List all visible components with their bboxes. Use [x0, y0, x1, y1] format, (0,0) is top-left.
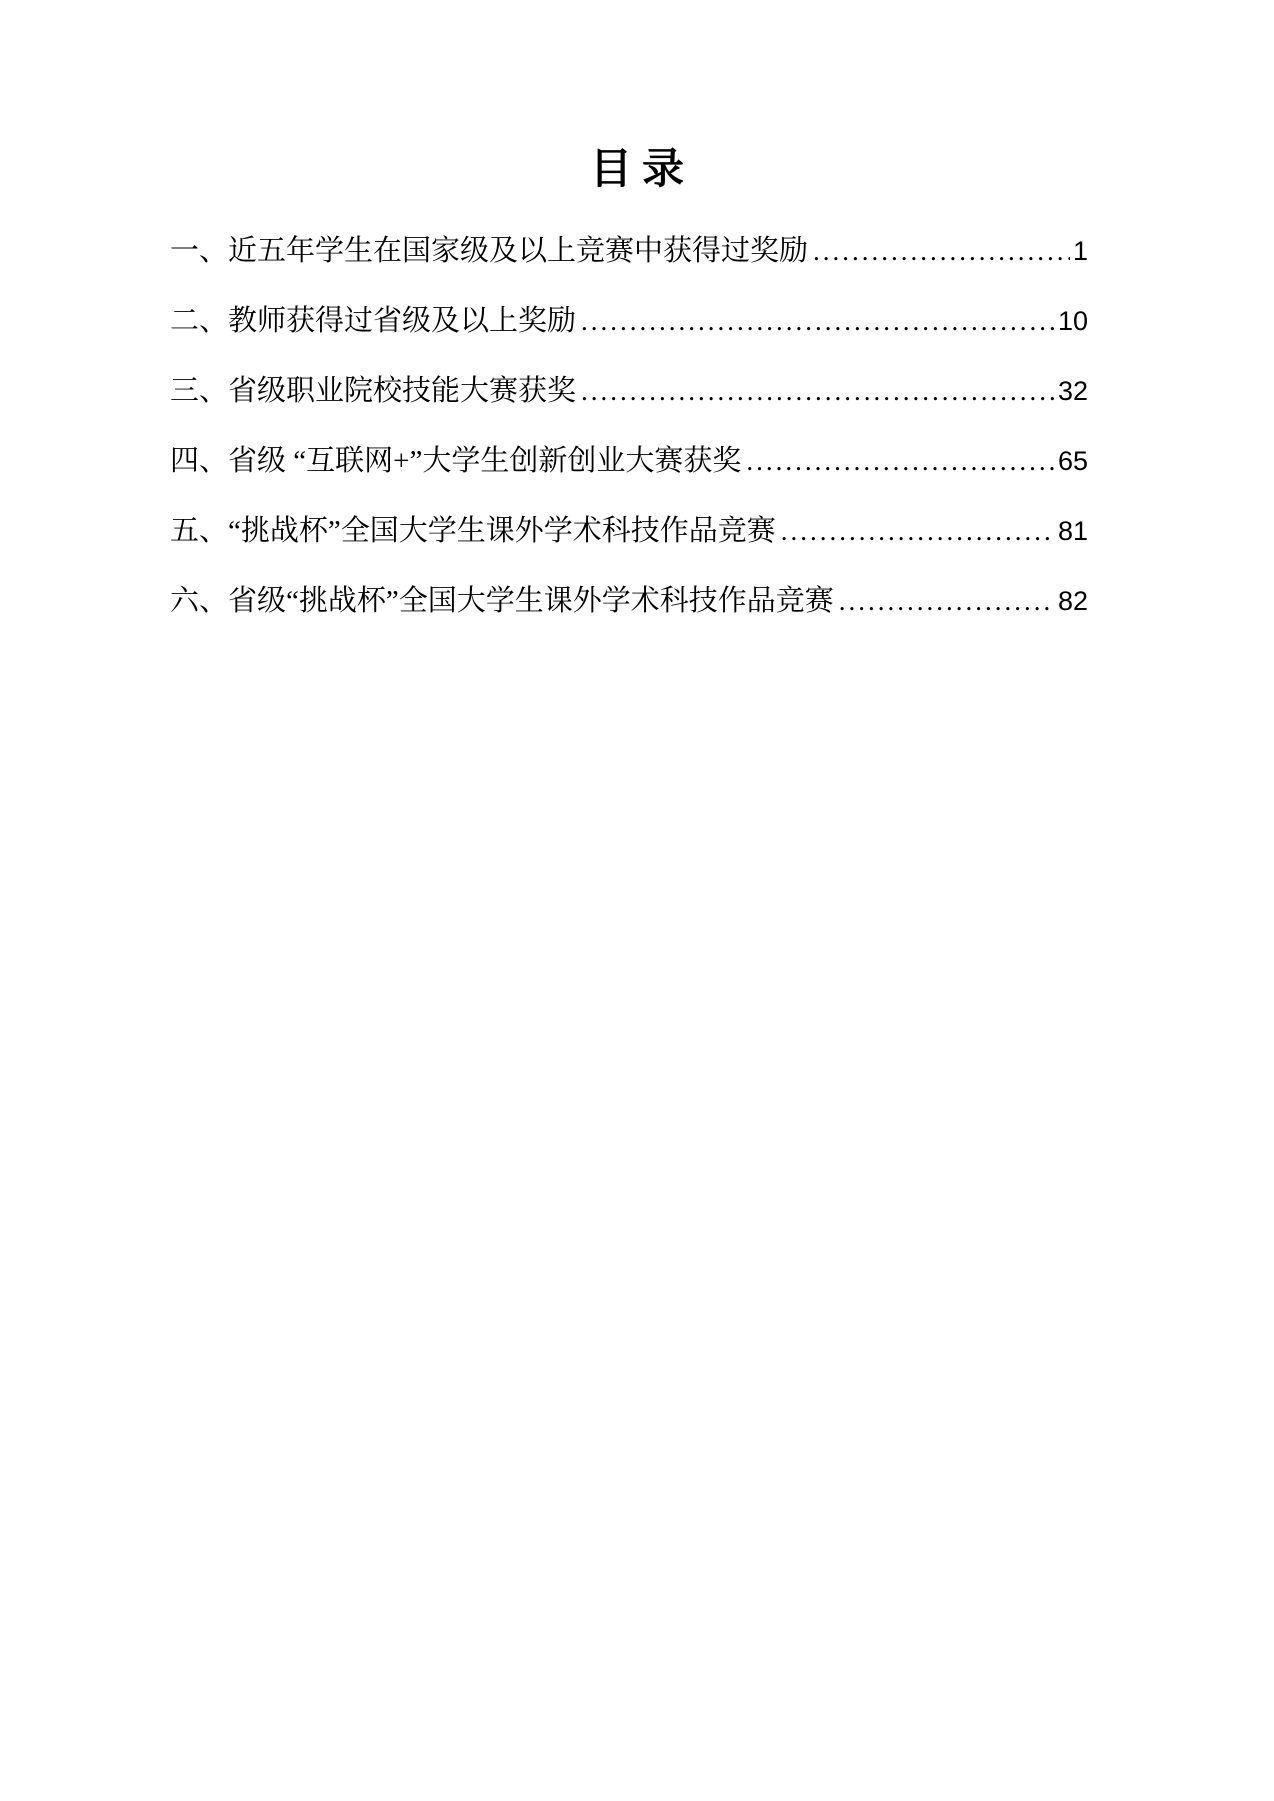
toc-page-number: 1: [1072, 236, 1088, 266]
toc-entry[interactable]: [170, 286, 1088, 356]
toc-entry-label: 三、省级职业院校技能大赛获奖: [170, 375, 577, 407]
toc-page-number: 81: [1057, 516, 1088, 546]
toc-dot-leader: [813, 216, 1070, 286]
toc-page-number: 10: [1057, 306, 1088, 336]
toc-entry-label: 一、近五年学生在国家级及以上竞赛中获得过奖励: [170, 235, 809, 267]
toc-dot-leader: [581, 356, 1055, 426]
toc-entry[interactable]: [170, 496, 1088, 566]
toc-list: [170, 216, 1088, 636]
toc-dot-leader: [581, 286, 1055, 356]
toc-entry-label: 六、省级“挑战杯”全国大学生课外学术科技作品竞赛: [170, 585, 834, 617]
toc-entry[interactable]: [170, 426, 1088, 496]
toc-page-number: 32: [1057, 376, 1088, 406]
toc-entry[interactable]: [170, 356, 1088, 426]
toc-page-number: 65: [1057, 446, 1088, 476]
toc-dot-leader: [746, 426, 1055, 496]
toc-entry[interactable]: [170, 566, 1088, 636]
toc-entry-label: 二、教师获得过省级及以上奖励: [170, 305, 577, 337]
toc-title: 目录: [589, 147, 694, 193]
toc-dot-leader: [839, 566, 1055, 636]
toc-entry-label: 五、“挑战杯”全国大学生课外学术科技作品竞赛: [170, 515, 776, 547]
toc-entry-label: 四、省级 “互联网+”大学生创新创业大赛获奖: [170, 445, 742, 477]
toc-page-number: 82: [1057, 586, 1088, 616]
toc-dot-leader: [781, 496, 1055, 566]
toc-entry[interactable]: [170, 216, 1088, 286]
